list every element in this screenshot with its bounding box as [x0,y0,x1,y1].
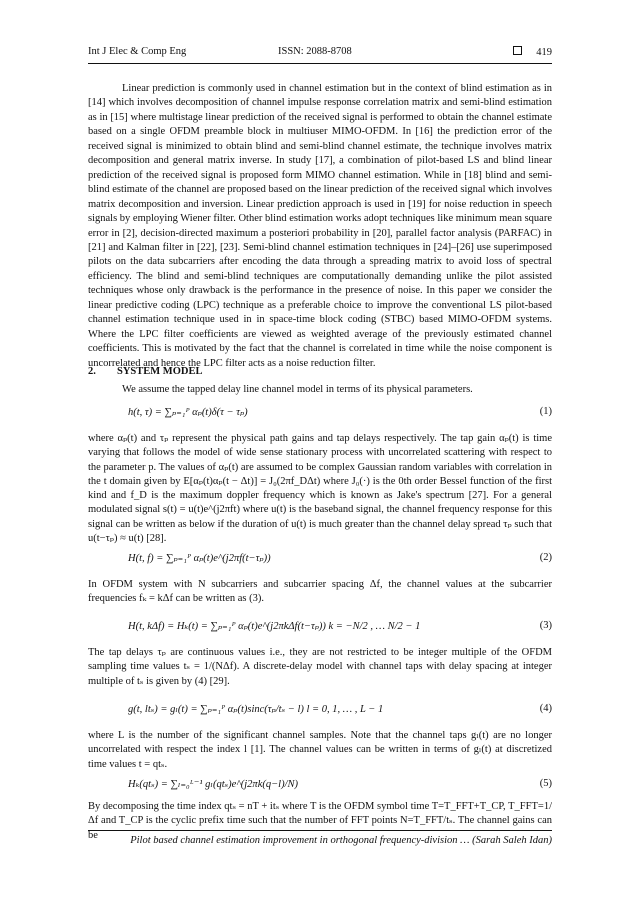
running-footer: Pilot based channel estimation improvement in orthogonal frequency-division … (Sarah Saleh Idan) [130,835,552,846]
running-header [88,46,552,62]
equation-5 [128,778,552,790]
equation-5-number: (5) [539,778,552,789]
paragraph-3: The tap delays τₚ are continuous values i.e., they are not restricted to be integer multiple of the OFDM sampling time values tₛ = 1/(NΔf). A discrete-delay model with channel taps with delay spacing at integer multiple of tₛ is given by (4) [29]. [88,647,552,687]
equation-2-text: H(t, f) = ∑ₚ₌₁ᴾ αₚ(t)e^(j2πf(t−τₚ)) [128,553,271,564]
equation-1-number: (1) [539,406,552,417]
equation-2-number: (2) [539,552,552,563]
checkbox-icon [513,46,522,55]
section-title: SYSTEM MODEL [117,366,203,377]
equation-1-text: h(t, τ) = ∑ₚ₌₁ᴾ αₚ(t)δ(τ − τₚ) [128,407,248,418]
header-rule [88,63,552,64]
section-number: 2. [88,366,96,377]
intro-paragraph: Linear prediction is commonly used in channel estimation but in the context of blind estimation as in [14] which involves decomposition of channel impulse response correlation matrix and semi-blind estimation as in [15] where multistage linear prediction of the received signal is performed to obtain the channel estimate based on a single OFDM preamble block in multiuser MIMO-OFDM. In [16] the prediction error of the received signal is minimized to obtain blind and semi-blind channel estimate, the technique involves matrix decomposition and general matrix inverse. In study [17], a combination of pilot-based LS and blind linear prediction of the received signal is proposed form MIMO channel estimation. While in [18] blind and semi-blind estimate of the channel are proposed based on the linear prediction of the received signal which involves matrix decomposition and inversion. Linear prediction approach is used in [19] for noise reduction in speech signals by employing Wiener filter. Other blind estimation works adopt techniques like minimum mean square error in [2], decision-directed maximum a posteriori probability in [20], parallel factor analysis (PARFAC) in [21] and Kalman filter in [22], [23]. Semi-blind channel estimation techniques in [24]–[26] use superimposed pilots on the data subcarriers after encoding the data through a spreading matrix to avoid loss of spectral efficiency. The blind and semi-blind techniques are computationally demanding unlike the pilot assisted techniques whose only drawback is the performance in the presence of noise. In this paper we consider the linear predictive coding (LPC) technique as a preferable choice to improve the conventional LS pilot-based channel estimation technique used in in space-time block coding (STBC) based MIMO-OFDM systems. Where the LPC filter coefficients are viewed as weighted average of the previously estimated channel coefficients. This is motivated by the fact that the channel is correlated in time while the noise component is uncorrelated and hence the LPC filter acts as a noise reduction filter. [88,83,552,369]
journal-name: Int J Elec & Comp Eng [88,46,187,57]
equation-3-text: H(t, kΔf) = Hₖ(t) = ∑ₚ₌₁ᴾ αₚ(t)e^(j2πkΔf(t−τₚ)) k = −N/2 , … N/2 − 1 [128,621,421,632]
equation-2 [128,552,552,564]
intro-section [88,82,552,371]
equation-1 [128,406,552,418]
page-number: 419 [536,47,552,58]
paragraph-2: In OFDM system with N subcarriers and subcarrier spacing Δf, the channel values at the subcarrier frequencies fₖ = kΔf can be written as (3). [88,579,552,605]
equation-4 [128,703,552,715]
equation-3 [128,620,552,632]
section-lead: We assume the tapped delay line channel model in terms of its physical parameters. [122,384,473,395]
equation-4-number: (4) [539,703,552,714]
equation-4-text: g(t, ltₛ) = gₗ(t) = ∑ₚ₌₁ᴾ αₚ(t)sinc(τₚ/tₛ − l) l = 0, 1, … , L − 1 [128,704,384,715]
issn: ISSN: 2088-8708 [278,46,352,57]
page-number-group [513,46,552,58]
section-heading [88,366,202,377]
footer-rule [88,830,552,831]
equation-3-number: (3) [539,620,552,631]
paragraph-1: where αₚ(t) and τₚ represent the physical path gains and tap delays respectively. The tap gain αₚ(t) is time varying that follows the model of wide sense stationary process with uncorrelated scattering with respect to the parameter p. The values of αₚ(t) are assumed to be complex Gaussian random variables with correlation in the t domain given by E[αₚ(t)αₚ(t − Δt)] = J₀(2πf_DΔt) where J₀(·) is the 0th order Bessel function of the first kind and f_D is the maximum doppler frequency which is known as Jake's spectrum [27]. For a general modulated signal s(t) = u(t)e^(j2πft) where u(t) is the baseband signal, the channel frequency response for this signal can be written as below if the duration of u(t) is much greater than the channel delay spread τₚ such that u(t−τₚ) ≈ u(t) [28]. [88,433,552,545]
equation-5-text: Hₖ(qtₛ) = ∑ₗ₌₀ᴸ⁻¹ gₗ(qtₛ)e^(j2πk(q−l)/N) [128,779,299,790]
paragraph-4: where L is the number of the significant channel samples. Note that the channel taps gₗ(t) are no longer uncorrelated with respect the index l [1]. The channel values can be written in terms of gₗ(t) at discretized time values t = qtₛ. [88,730,552,770]
paragraph-5: By decomposing the time index qtₛ = nT + itₛ where T is the OFDM symbol time T=T_FFT+T_CP, T_FFT=1/Δf and T_CP is the cyclic prefix time such that the number of FFT points N=T_FFT/tₛ. The channel gains can be [88,801,552,841]
